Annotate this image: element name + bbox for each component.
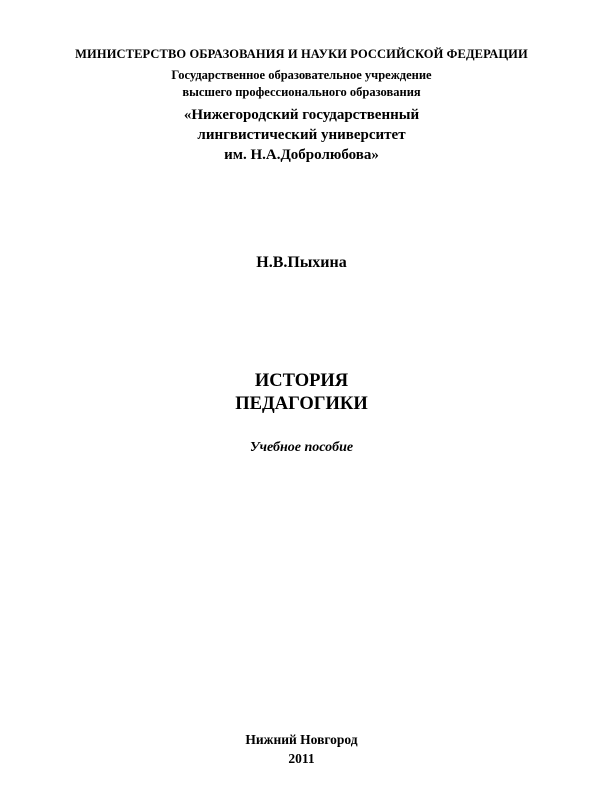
ministry-heading: МИНИСТЕРСТВО ОБРАЗОВАНИЯ И НАУКИ РОССИЙСКОЙ ФЕДЕРАЦИИ [75, 47, 528, 61]
author-name: Н.В.Пыхина [256, 254, 347, 271]
institution-type-line-2: высшего профессионального образования [182, 85, 421, 99]
book-title-line-1: ИСТОРИЯ [254, 371, 349, 391]
university-name-line-3: им. Н.А.Добролюбова» [224, 147, 379, 163]
university-name-line-2: лингвистический университет [197, 127, 406, 143]
book-subtitle: Учебное пособие [249, 440, 354, 455]
publication-year: 2011 [288, 751, 315, 766]
university-name-line-1: «Нижегородский государственный [183, 107, 420, 123]
book-title-line-2: ПЕДАГОГИКИ [235, 394, 368, 414]
publication-city: Нижний Новгород [245, 732, 358, 747]
institution-type-line-1: Государственное образовательное учреждение [171, 68, 432, 82]
